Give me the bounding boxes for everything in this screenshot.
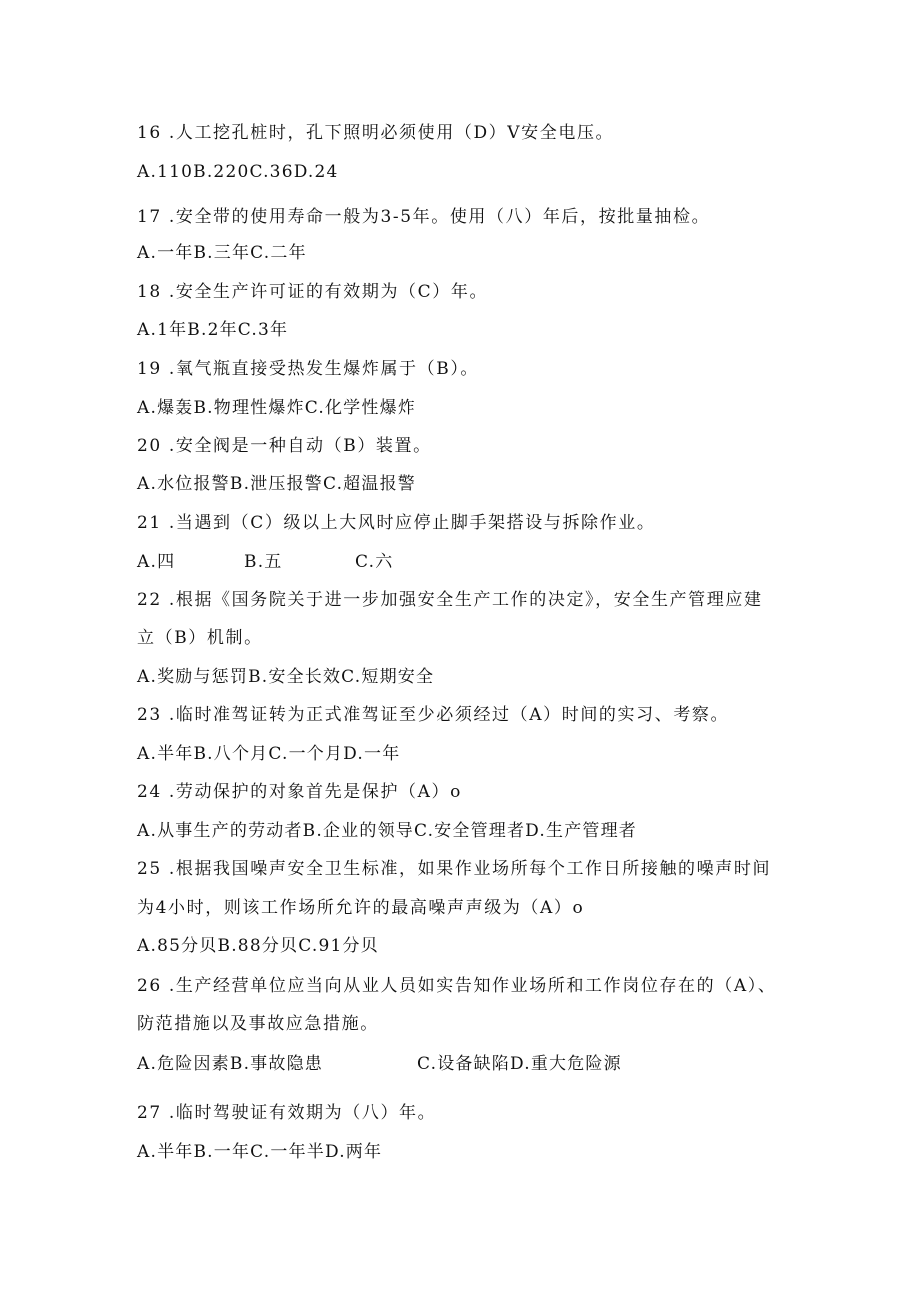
option-21-a: A.四: [137, 552, 176, 572]
question-19: 19 .氧气瓶直接受热发生爆炸属于（B）。: [137, 359, 480, 379]
question-18: 18 .安全生产许可证的有效期为（C）年。: [137, 282, 489, 302]
options-19: A.爆轰B.物理性爆炸C.化学性爆炸: [137, 398, 416, 418]
options-17: A.一年B.三年C.二年: [137, 243, 307, 263]
option-21-b: B.五: [244, 552, 283, 572]
question-17: 17 .安全带的使用寿命一般为3-5年。使用（八）年后，按批量抽检。: [137, 207, 711, 227]
question-22-line-1: 22 .根据《国务院关于进一步加强安全生产工作的决定》，安全生产管理应建: [137, 590, 763, 610]
question-23: 23 .临时准驾证转为正式准驾证至少必须经过（A）时间的实习、考察。: [137, 705, 730, 725]
question-26-line-1: 26 .生产经营单位应当向从业人员如实告知作业场所和工作岗位存在的（A）、: [137, 976, 777, 996]
options-16: A.110B.220C.36D.24: [137, 162, 339, 182]
options-22: A.奖励与惩罚B.安全长效C.短期安全: [137, 667, 435, 687]
question-20: 20 .安全阀是一种自动（B）装置。: [137, 436, 432, 456]
options-25: A.85分贝B.88分贝C.91分贝: [137, 936, 379, 956]
options-24: A.从事生产的劳动者B.企业的领导C.安全管理者D.生产管理者: [137, 821, 638, 841]
options-26-part-2: C.设备缺陷D.重大危险源: [417, 1054, 622, 1074]
question-25-line-2: 为4小时，则该工作场所允许的最高噪声声级为（A）o: [137, 898, 585, 918]
question-26-line-2: 防范措施以及事故应急措施。: [137, 1014, 379, 1034]
option-21-c: C.六: [355, 552, 394, 572]
question-21: 21 .当遇到（C）级以上大风时应停止脚手架搭设与拆除作业。: [137, 513, 656, 533]
question-27: 27 .临时驾驶证有效期为（八）年。: [137, 1103, 437, 1123]
question-16: 16 .人工挖孔桩时，孔下照明必须使用（D）V安全电压。: [137, 123, 615, 143]
options-26-part-1: A.危险因素B.事故隐患: [137, 1054, 323, 1074]
question-24: 24 .劳动保护的对象首先是保护（A）o: [137, 782, 462, 802]
options-20: A.水位报警B.泄压报警C.超温报警: [137, 474, 416, 494]
question-25-line-1: 25 .根据我国噪声安全卫生标准，如果作业场所每个工作日所接触的噪声时间: [137, 859, 772, 879]
options-27: A.半年B.一年C.一年半D.两年: [137, 1142, 383, 1162]
options-23: A.半年B.八个月C.一个月D.一年: [137, 744, 401, 764]
options-18: A.1年B.2年C.3年: [137, 320, 289, 340]
question-22-line-2: 立（B）机制。: [137, 628, 263, 648]
